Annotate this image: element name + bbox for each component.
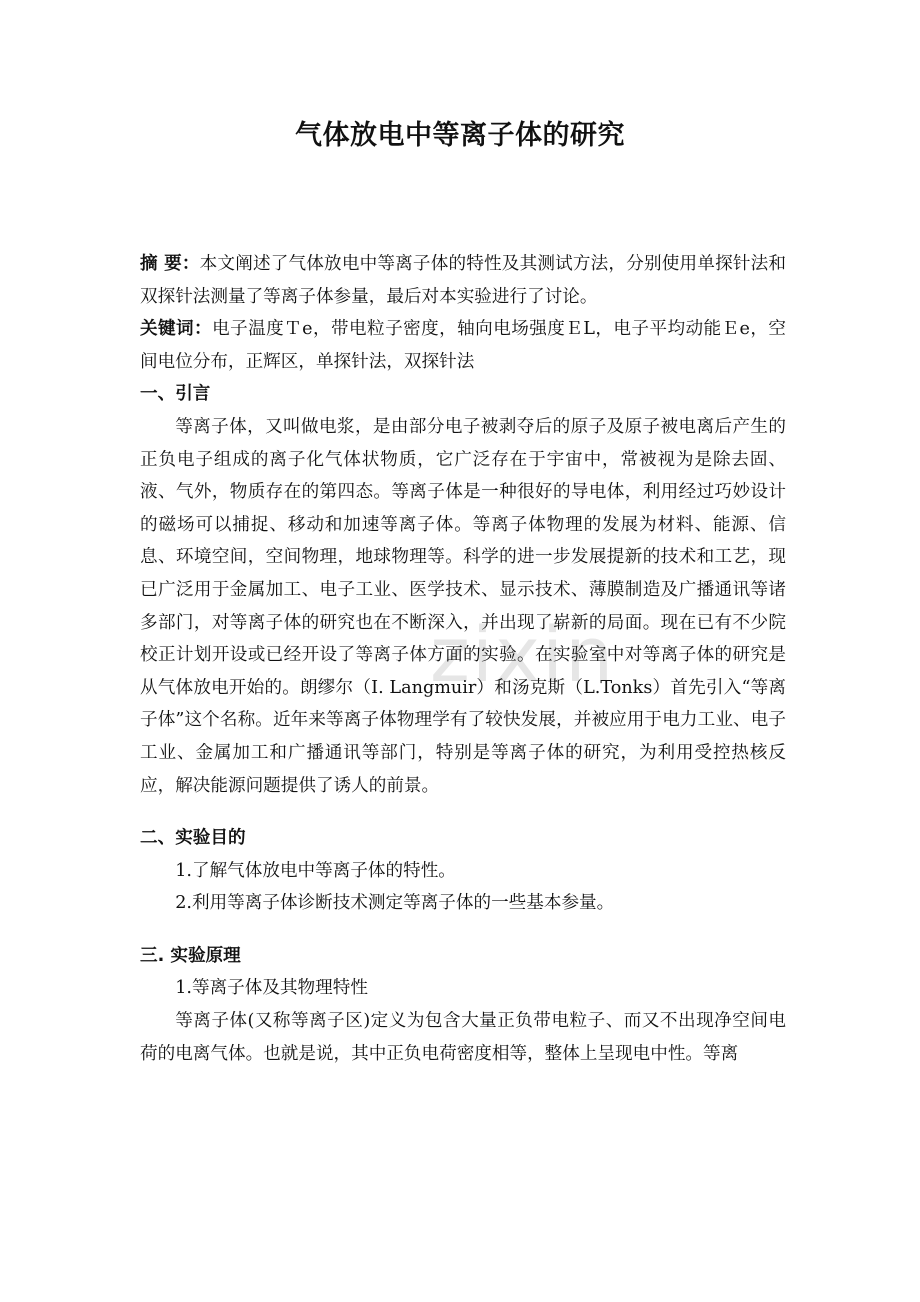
document-body (140, 248, 786, 1070)
watermark: zixin (430, 610, 616, 699)
section-heading-objectives: 二、实验目的 (140, 828, 246, 849)
keywords (140, 313, 786, 378)
keywords-text: 电子温度Ｔe，带电粒子密度，轴向电场强度ＥL，电子平均动能Ｅe，空间电位分布，正辉区，单探针法，双探针法 (140, 319, 786, 372)
abstract-label: 摘 要： (140, 254, 200, 274)
objective-item: 1.了解气体放电中等离子体的特性。 (175, 860, 456, 881)
objective-item: 2.利用等离子体诊断技术测定等离子体的一些基本参量。 (175, 893, 615, 914)
abstract-text: 本文阐述了气体放电中等离子体的特性及其测试方法，分别使用单探针法和双探针法测量了等离子体参量，最后对本实验进行了讨论。 (140, 254, 786, 307)
introduction-paragraph: 等离子体，又叫做电浆，是由部分电子被剥夺后的原子及原子被电离后产生的正负电子组成的离子化气体状物质，它广泛存在于宇宙中，常被视为是除去固、液、气外，物质存在的第四态。等离子体是一种很好的导电体，利用经过巧妙设计的磁场可以捕捉、移动和加速等离子体。等离子体物理的发展为材料、能源、信息、环境空间，空间物理，地球物理等。科学的进一步发展提新的技术和工艺，现已广泛用于金属加工、电子工业、医学技术、显示技术、薄膜制造及广播通讯等诸多部门，对等离子体的研究也在不断深入，并出现了崭新的局面。现在已有不少院校正计划开设或已经开设了等离子体方面的实验。在实验室中对等离子体的研究是从气体放电开始的。朗缪尔（I. Langmuir）和汤克斯（L.Tonks）首先引入“等离子体”这个名称。近年来等离子体物理学有了较快发展，并被应用于电力工业、电子工业、金属加工和广播通讯等部门，特别是等离子体的研究，为利用受控热核反应，解决能源问题提供了诱人的前景。 (140, 416, 786, 796)
section-heading-introduction: 一、引言 (140, 384, 211, 405)
abstract (140, 248, 786, 313)
principles-paragraph: 等离子体(又称等离子区)定义为包含大量正负带电粒子、而又不出现净空间电荷的电离气体。也就是说，其中正负电荷密度相等，整体上呈现电中性。等离 (140, 1011, 786, 1064)
section-heading-principles: 三. 实验原理 (140, 945, 241, 966)
keywords-label: 关键词： (140, 319, 213, 340)
subsection-heading-plasma-properties: 1.等离子体及其物理特性 (175, 978, 368, 999)
document-title: 气体放电中等离子体的研究 (295, 120, 625, 151)
